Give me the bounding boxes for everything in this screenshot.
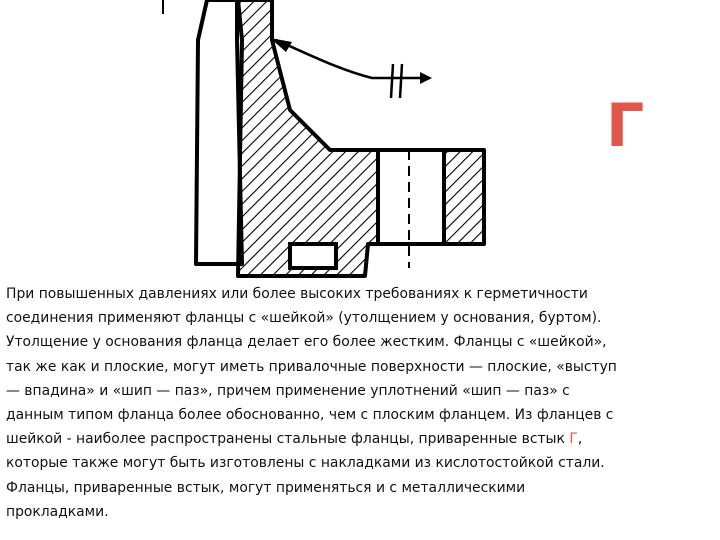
leader-tick-1 — [391, 64, 393, 98]
bolt-hole — [378, 150, 444, 244]
leader-end-arrowhead — [420, 72, 432, 84]
figure-letter-label: Г — [606, 91, 645, 161]
leader-tick-2 — [400, 64, 402, 98]
paragraph-highlight-letter: Г — [569, 431, 578, 448]
flange-groove — [290, 244, 336, 268]
body-paragraph — [6, 282, 712, 524]
leader-line — [276, 40, 428, 78]
paragraph-text-part-2: , которые также могут быть изготовлены с накладками из кислотостойкой стали. Фланцы, приваренные встык, могут применяться и с металлическими прокладками. — [6, 431, 605, 520]
paragraph-text-part-1: При повышенных давлениях или более высоких требованиях к герметичности соединения применяют фланцы с «шейкой» (утолщением у основания, буртом). Утолщение у основания фланца делает его более жестким. Фланцы с «шейкой», так же как и плоские, могут иметь привалочные поверхности — плоские, «выступ — впадина» и «шип — паз», причем применение уплотнений «шип — паз» с данным типом фланца более обоснованно, чем с плоским фланцем. Из фланцев с шейкой - наиболее распространены стальные фланцы, приваренные встык — [6, 286, 617, 448]
pipe-wall-outline — [196, 0, 242, 264]
